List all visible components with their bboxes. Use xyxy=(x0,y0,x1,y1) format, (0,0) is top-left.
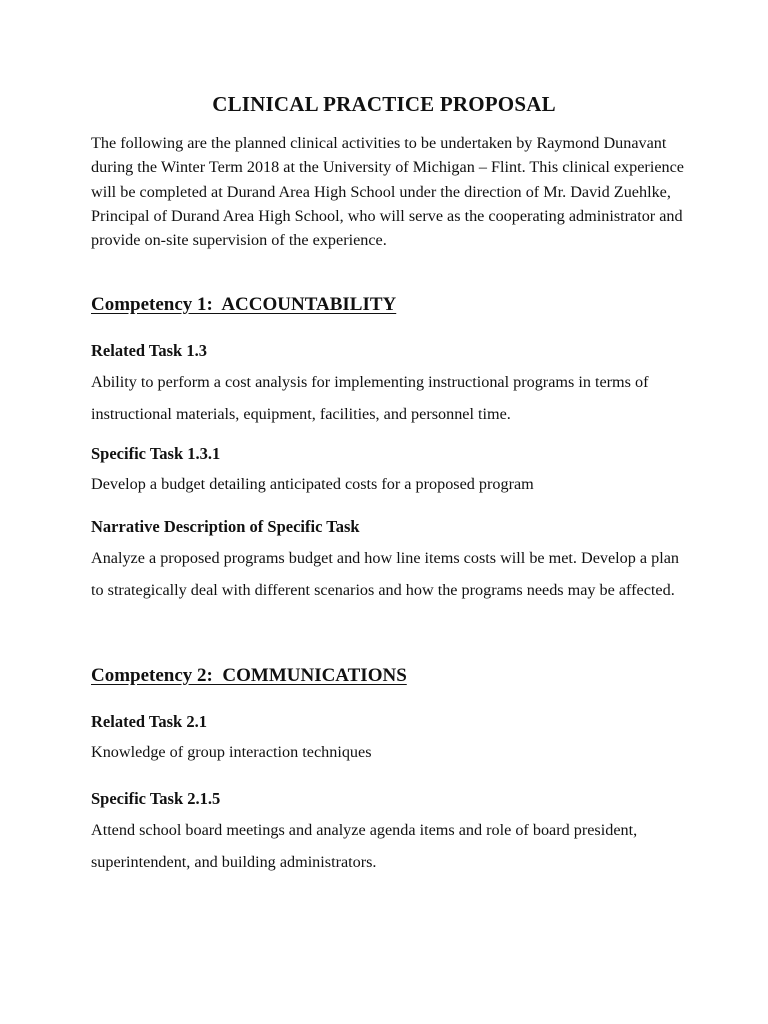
specific-task-1-3-1-text: Develop a budget detailing anticipated costs for a proposed program xyxy=(91,475,534,493)
related-task-2-1-label: Related Task 2.1 xyxy=(91,712,207,731)
competency-1-heading: Competency 1: ACCOUNTABILITY xyxy=(91,294,397,315)
document-title: CLINICAL PRACTICE PROPOSAL xyxy=(212,92,556,116)
related-task-1-3-text: Ability to perform a cost analysis for implementing instructional programs in terms of instructional materials, equipment, facilities, and personnel time. xyxy=(91,373,649,423)
related-task-1-3-label: Related Task 1.3 xyxy=(91,341,207,360)
competency-2-heading: Competency 2: COMMUNICATIONS xyxy=(91,665,407,686)
intro-paragraph: The following are the planned clinical activities to be undertaken by Raymond Dunavant during the Winter Term 2018 at the University of Michigan – Flint. This clinical experience will be completed at Durand Area High School under the direction of Mr. David Zuehlke, Principal of Durand Area High School, who will serve as the cooperating administrator and provide on-site supervision of the experience. xyxy=(91,134,684,250)
specific-task-2-1-5-label: Specific Task 2.1.5 xyxy=(91,789,221,808)
specific-task-2-1-5-text: Attend school board meetings and analyze agenda items and role of board president, superintendent, and building administrators. xyxy=(91,821,638,871)
narrative-description-text: Analyze a proposed programs budget and how line items costs will be met. Develop a plan to strategically deal with different scenarios and how the programs needs may be affected. xyxy=(91,549,679,599)
narrative-description-label: Narrative Description of Specific Task xyxy=(91,517,360,536)
related-task-2-1-text: Knowledge of group interaction techniques xyxy=(91,743,372,761)
specific-task-1-3-1-label: Specific Task 1.3.1 xyxy=(91,444,221,463)
